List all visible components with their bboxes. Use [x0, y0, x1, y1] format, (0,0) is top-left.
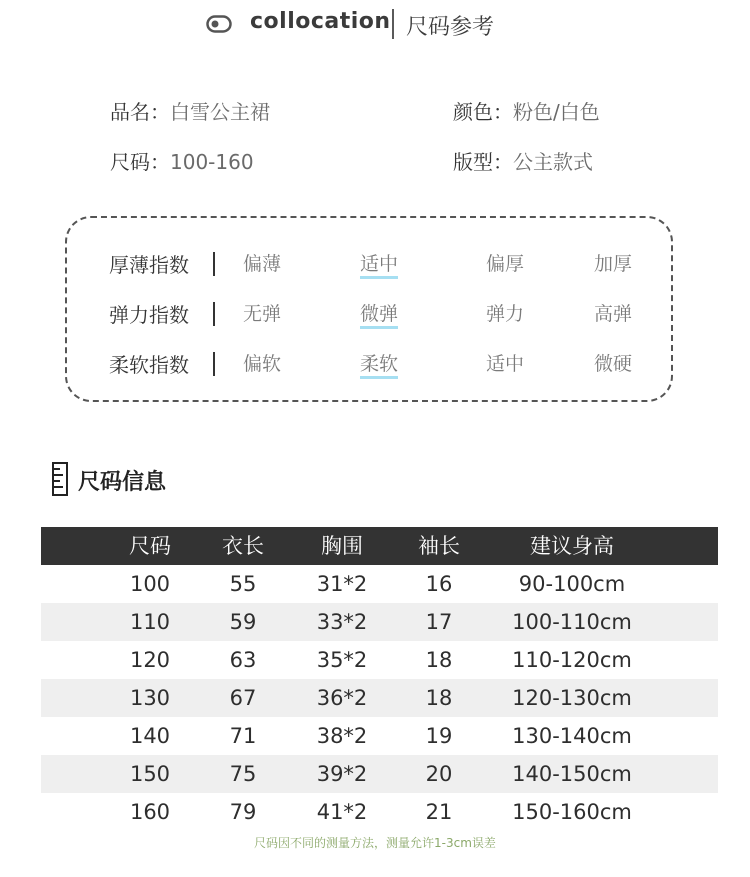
product-name [110, 96, 270, 125]
table-cell: 140-150cm [512, 762, 632, 786]
index-option-label: 适中 [360, 253, 398, 279]
table-cell: 120-130cm [512, 686, 632, 710]
index-label: 柔软指数 [109, 353, 189, 377]
table-cell: 18 [425, 686, 453, 710]
table-cell: 35*2 [316, 648, 368, 672]
table-cell: 90-100cm [518, 572, 626, 596]
table-cell: 21 [425, 800, 453, 824]
table-row [41, 679, 718, 717]
product-size-label: 尺码： [110, 150, 170, 174]
index-option-label: 偏软 [242, 353, 281, 375]
table-cell: 79 [229, 800, 257, 824]
index-row [67, 349, 671, 379]
table-cell: 71 [229, 724, 257, 748]
product-name-value: 白雪公主裙 [170, 100, 270, 124]
index-option [465, 299, 545, 326]
table-cell: 59 [229, 610, 257, 634]
table-row [41, 717, 718, 755]
table-cell: 120 [129, 648, 171, 672]
table-cell: 130 [129, 686, 171, 710]
index-option-label: 加厚 [593, 253, 632, 275]
fabric-index-box [65, 216, 673, 402]
table-header-row [41, 527, 718, 565]
index-option-label: 柔软 [360, 353, 398, 379]
table-cell: 150 [129, 762, 171, 786]
index-option-label: 适中 [485, 353, 524, 375]
table-cell: 160 [129, 800, 171, 824]
index-separator [213, 302, 215, 326]
index-separator [213, 252, 215, 276]
index-option-label: 弹力 [485, 303, 524, 325]
table-cell: 31*2 [316, 572, 368, 596]
table-header-cell: 袖长 [418, 534, 460, 558]
product-style-value: 公主款式 [513, 150, 593, 174]
table-cell: 16 [425, 572, 453, 596]
product-color-label: 颜色： [453, 100, 513, 124]
table-row [41, 755, 718, 793]
table-cell: 75 [229, 762, 257, 786]
product-style [453, 146, 593, 175]
table-row [41, 793, 718, 831]
index-option [573, 299, 653, 326]
size-table [41, 527, 718, 831]
table-cell: 100 [129, 572, 171, 596]
header-divider [392, 9, 394, 39]
table-header-cell: 尺码 [129, 534, 171, 558]
brand-name: collocation [250, 9, 391, 34]
toggle-logo-icon [206, 15, 232, 33]
index-option-label: 无弹 [242, 303, 281, 325]
index-option-label: 高弹 [593, 303, 632, 325]
product-style-label: 版型： [453, 150, 513, 174]
table-row [41, 641, 718, 679]
table-cell: 33*2 [316, 610, 368, 634]
index-label: 弹力指数 [109, 303, 189, 327]
index-option [222, 349, 302, 376]
index-row [67, 299, 671, 329]
table-cell: 150-160cm [512, 800, 632, 824]
table-cell: 20 [425, 762, 453, 786]
index-option-label: 偏薄 [242, 253, 281, 275]
table-cell: 63 [229, 648, 257, 672]
product-color-value: 粉色/白色 [513, 100, 600, 124]
ruler-icon [52, 462, 68, 496]
table-cell: 38*2 [316, 724, 368, 748]
measurement-note: 尺码因不同的测量方法，测量允许1-3cm误差 [254, 836, 496, 850]
table-cell: 110 [129, 610, 171, 634]
table-cell: 55 [229, 572, 257, 596]
index-option-selected [339, 349, 419, 376]
index-option [465, 349, 545, 376]
index-option-label: 微硬 [593, 353, 632, 375]
product-name-label: 品名： [110, 100, 170, 124]
table-cell: 110-120cm [512, 648, 632, 672]
table-cell: 130-140cm [512, 724, 632, 748]
table-cell: 19 [425, 724, 453, 748]
index-option-selected [339, 299, 419, 326]
table-cell: 39*2 [316, 762, 368, 786]
index-option-label: 微弹 [360, 303, 398, 329]
table-cell: 41*2 [316, 800, 368, 824]
table-row [41, 603, 718, 641]
table-header-cell: 衣长 [222, 534, 264, 558]
table-cell: 36*2 [316, 686, 368, 710]
table-cell: 140 [129, 724, 171, 748]
table-cell: 18 [425, 648, 453, 672]
page-header [0, 0, 750, 50]
index-option-selected [339, 249, 419, 276]
header-subtitle: 尺码参考 [406, 15, 495, 40]
table-header-cell: 胸围 [321, 534, 363, 558]
index-label: 厚薄指数 [109, 253, 189, 277]
index-row [67, 249, 671, 279]
index-option-label: 偏厚 [485, 253, 524, 275]
section-title: 尺码信息 [78, 470, 167, 495]
index-separator [213, 352, 215, 376]
index-option [573, 349, 653, 376]
table-cell: 67 [229, 686, 257, 710]
index-option [573, 249, 653, 276]
table-cell: 17 [425, 610, 453, 634]
index-option [465, 249, 545, 276]
product-color [453, 96, 600, 125]
table-cell: 100-110cm [512, 610, 632, 634]
index-option [222, 249, 302, 276]
table-row [41, 565, 718, 603]
product-size [110, 146, 254, 175]
table-header-cell: 建议身高 [530, 534, 614, 558]
index-option [222, 299, 302, 326]
product-size-value: 100-160 [170, 150, 254, 174]
